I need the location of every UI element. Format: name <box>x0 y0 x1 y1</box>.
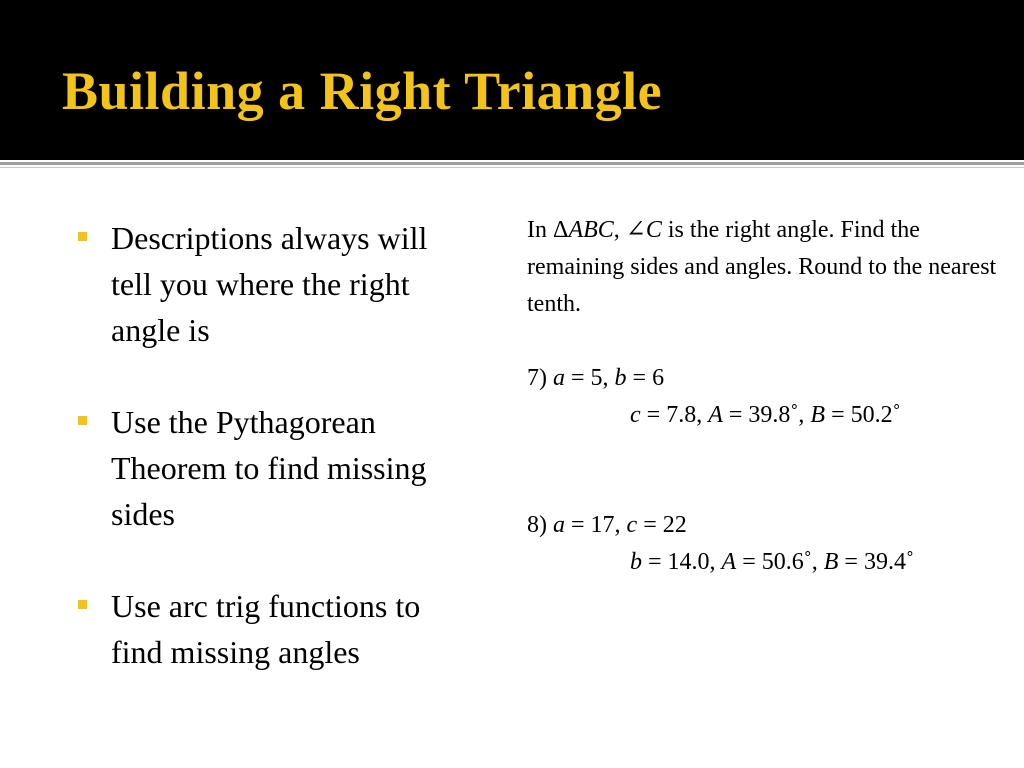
square-bullet-icon <box>78 416 87 425</box>
given-value: = 5, <box>565 365 615 391</box>
bullet-text: Use arc trig functions to find missing angles <box>111 588 421 670</box>
problem-answer <box>527 544 1017 581</box>
problem-answer <box>527 397 1017 434</box>
triangle-name: ABC <box>568 217 614 243</box>
title-divider-thin <box>0 167 1024 168</box>
given-value: = 17, <box>565 512 627 538</box>
bullet-item <box>76 399 476 537</box>
triangle-symbol: Δ <box>553 217 569 243</box>
answer-value: = 50.6˚, <box>736 549 824 575</box>
answer-var: b <box>630 549 642 575</box>
problem-given <box>527 360 1017 397</box>
intro-rest: is the right angle. Find the remaining sides and angles. Round to the nearest tenth. <box>527 217 997 317</box>
answer-var: A <box>721 549 737 575</box>
title-divider <box>0 162 1024 165</box>
problem-number: 7) <box>527 365 553 391</box>
bullet-list <box>76 215 476 721</box>
problem-7 <box>527 360 1017 434</box>
answer-value: = 14.0, <box>642 549 722 575</box>
answer-var: B <box>823 549 839 575</box>
given-var: a <box>553 365 565 391</box>
answer-var: c <box>630 402 641 428</box>
answer-value: = 7.8, <box>640 402 709 428</box>
problem-panel <box>527 212 1017 581</box>
answer-value: = 39.4˚ <box>838 549 914 575</box>
bullet-item <box>76 583 476 675</box>
bullet-text: Use the Pythagorean Theorem to find missing sides <box>111 404 427 532</box>
answer-var: B <box>810 402 826 428</box>
given-var: c <box>626 512 638 538</box>
answer-value: = 50.2˚ <box>825 402 901 428</box>
answer-var: A <box>708 402 723 428</box>
page-title: Building a Right Triangle <box>62 61 663 121</box>
title-bar <box>0 0 1024 160</box>
angle-symbol: ∠ <box>625 217 646 243</box>
given-var: b <box>614 365 627 391</box>
bullet-text: Descriptions always will tell you where the right angle is <box>111 220 428 348</box>
given-value: = 22 <box>637 512 687 538</box>
problem-8 <box>527 507 1017 581</box>
answer-value: = 39.8˚, <box>722 402 811 428</box>
problem-given <box>527 507 1017 544</box>
intro-comma: , <box>613 217 626 243</box>
problem-number: 8) <box>527 512 553 538</box>
problem-intro <box>527 212 1017 323</box>
angle-name: C <box>645 217 662 243</box>
intro-lead: In <box>527 217 553 243</box>
given-var: a <box>553 512 565 538</box>
given-value: = 6 <box>626 365 665 391</box>
bullet-item <box>76 215 476 353</box>
square-bullet-icon <box>78 600 87 609</box>
square-bullet-icon <box>78 232 87 241</box>
